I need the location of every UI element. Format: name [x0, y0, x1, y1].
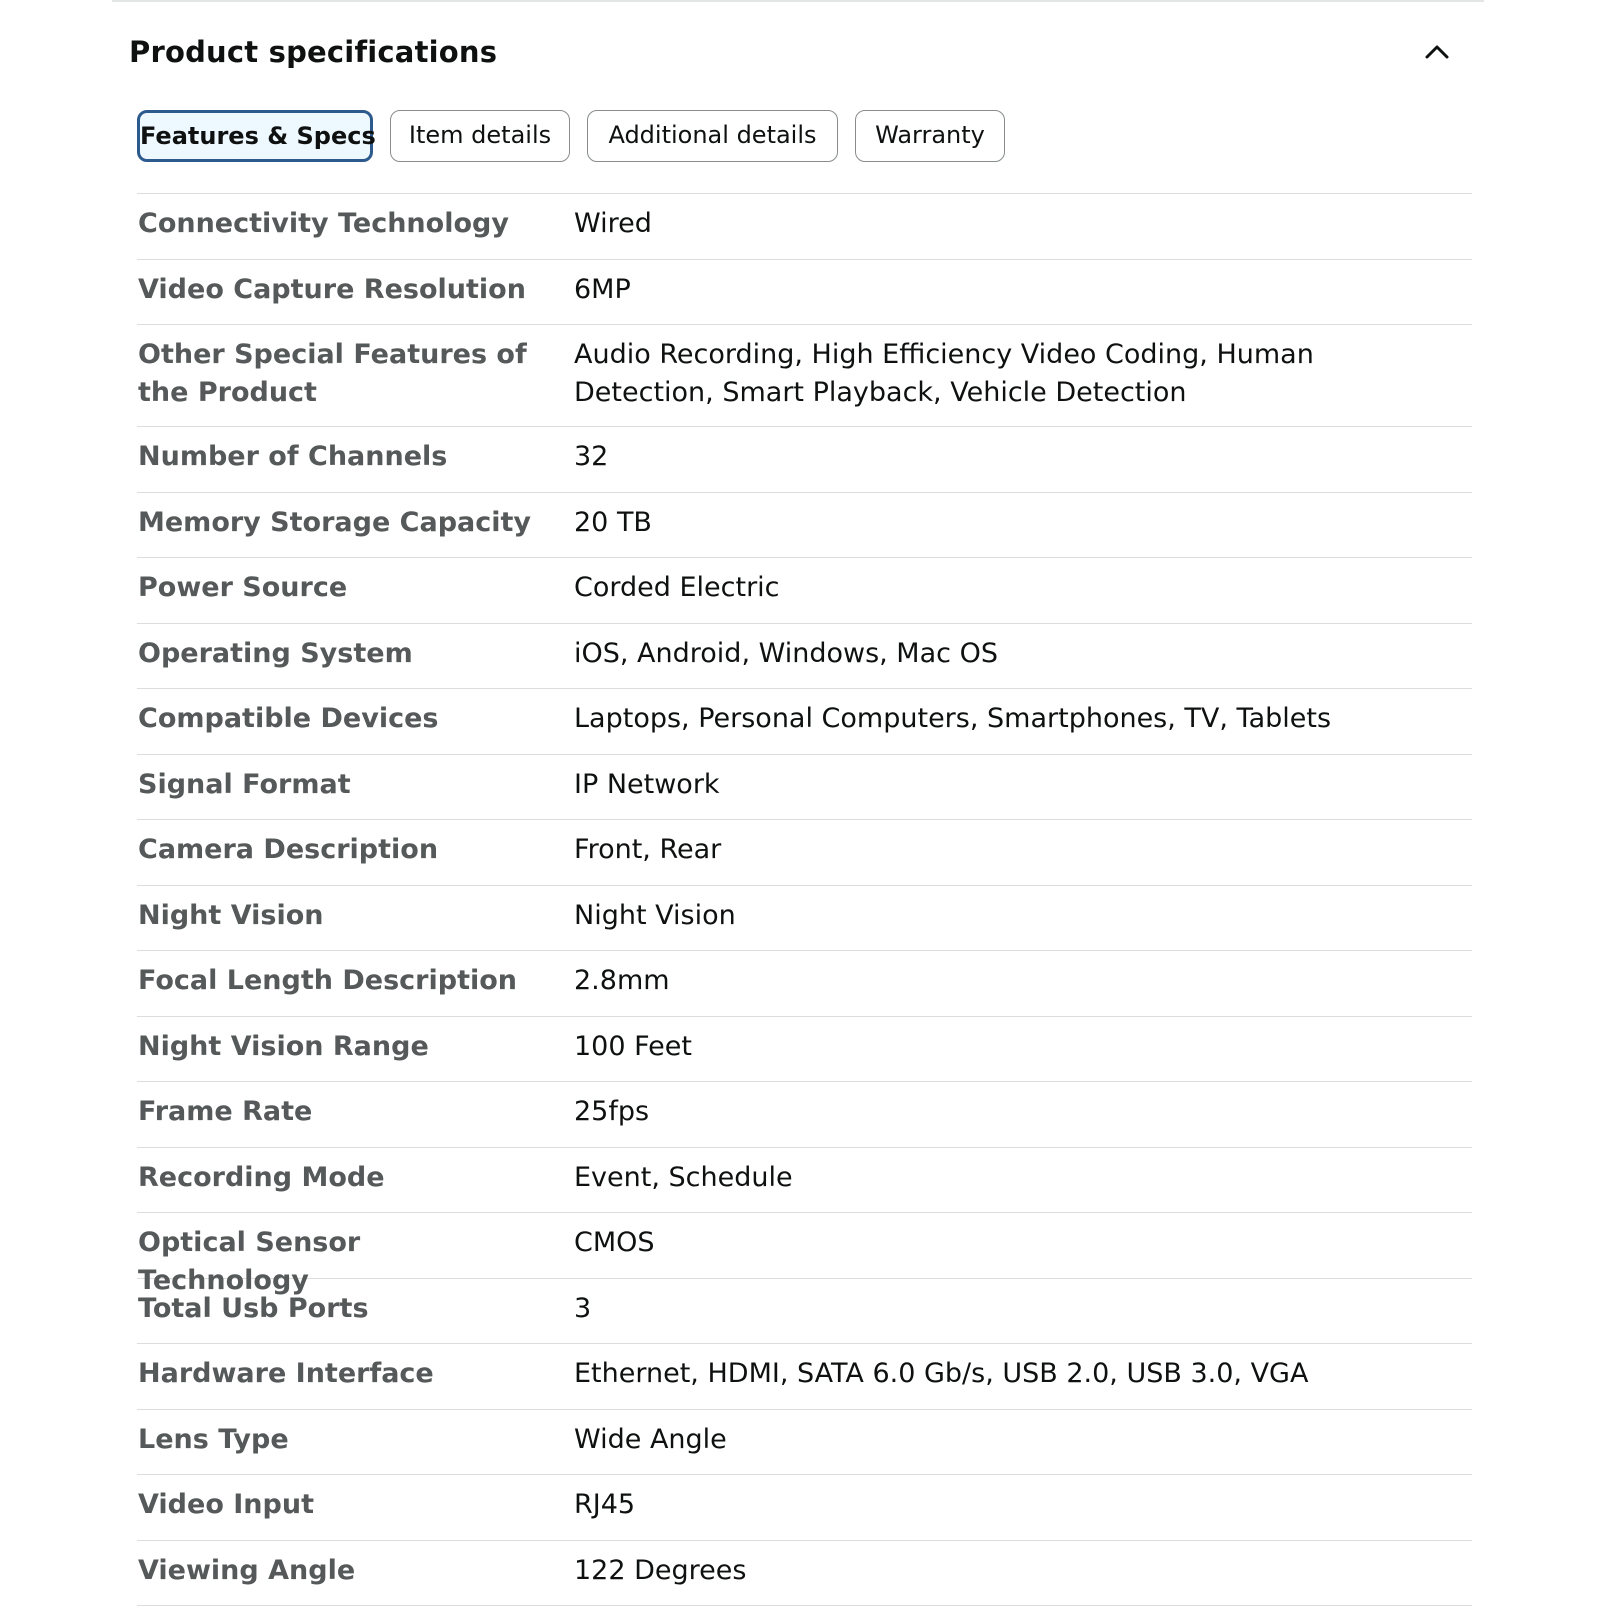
spec-row [137, 558, 1472, 624]
spec-value: Wide Angle [574, 1421, 1434, 1459]
spec-label: Night Vision [138, 897, 538, 935]
spec-value: IP Network [574, 766, 1434, 804]
spec-label: Optical Sensor Technology [138, 1224, 538, 1300]
chevron-up-icon [1415, 30, 1459, 74]
spec-value: 122 Degrees [574, 1552, 1434, 1590]
tab-item-details[interactable]: Item details [390, 110, 570, 162]
spec-row [137, 1541, 1472, 1606]
spec-label: Viewing Angle [138, 1552, 538, 1590]
spec-label: Number of Channels [138, 438, 538, 476]
spec-value: 100 Feet [574, 1028, 1434, 1066]
spec-value: Audio Recording, High Efficiency Video Coding, Human Detection, Smart Playback, Vehicle Detection [574, 336, 1434, 412]
spec-label: Connectivity Technology [138, 205, 538, 243]
collapse-button[interactable] [1415, 30, 1459, 74]
tab-features-specs[interactable]: Features & Specs [137, 110, 373, 162]
spec-label: Signal Format [138, 766, 538, 804]
spec-label: Camera Description [138, 831, 538, 869]
spec-row [137, 820, 1472, 886]
spec-value: 6MP [574, 271, 1434, 309]
spec-row [137, 1213, 1472, 1279]
spec-row [137, 493, 1472, 559]
spec-row [137, 1082, 1472, 1148]
spec-label: Operating System [138, 635, 538, 673]
spec-label: Compatible Devices [138, 700, 538, 738]
tab-additional-details[interactable]: Additional details [587, 110, 838, 162]
spec-value: 25fps [574, 1093, 1434, 1131]
spec-label: Other Special Features of the Product [138, 336, 538, 412]
spec-label: Video Capture Resolution [138, 271, 538, 309]
spec-value: Corded Electric [574, 569, 1434, 607]
spec-label: Power Source [138, 569, 538, 607]
spec-row [137, 951, 1472, 1017]
spec-row [137, 624, 1472, 690]
spec-value: Front, Rear [574, 831, 1434, 869]
spec-row [137, 1410, 1472, 1476]
spec-value: RJ45 [574, 1486, 1434, 1524]
spec-row [137, 1475, 1472, 1541]
spec-value: Night Vision [574, 897, 1434, 935]
section-top-divider [112, 0, 1484, 2]
spec-value: CMOS [574, 1224, 1434, 1262]
spec-value: Event, Schedule [574, 1159, 1434, 1197]
spec-row [137, 886, 1472, 952]
spec-value: Ethernet, HDMI, SATA 6.0 Gb/s, USB 2.0, USB 3.0, VGA [574, 1355, 1434, 1393]
spec-label: Lens Type [138, 1421, 538, 1459]
spec-label: Focal Length Description [138, 962, 538, 1000]
spec-value: 3 [574, 1290, 1434, 1328]
tab-warranty[interactable]: Warranty [855, 110, 1005, 162]
spec-label: Memory Storage Capacity [138, 504, 538, 542]
section-title: Product specifications [129, 30, 497, 74]
section-header[interactable] [129, 30, 1479, 74]
spec-value: 32 [574, 438, 1434, 476]
spec-value: Laptops, Personal Computers, Smartphones, TV, Tablets [574, 700, 1434, 738]
spec-value: 2.8mm [574, 962, 1434, 1000]
spec-label: Total Usb Ports [138, 1290, 538, 1328]
spec-row [137, 325, 1472, 427]
spec-table [137, 193, 1472, 1606]
spec-row [137, 260, 1472, 326]
spec-value: iOS, Android, Windows, Mac OS [574, 635, 1434, 673]
spec-row [137, 1017, 1472, 1083]
spec-label: Recording Mode [138, 1159, 538, 1197]
spec-label: Night Vision Range [138, 1028, 538, 1066]
spec-label: Hardware Interface [138, 1355, 538, 1393]
spec-label: Frame Rate [138, 1093, 538, 1131]
spec-row [137, 689, 1472, 755]
spec-row [137, 1148, 1472, 1214]
spec-label: Video Input [138, 1486, 538, 1524]
spec-row [137, 1279, 1472, 1345]
spec-row [137, 427, 1472, 493]
spec-value: 20 TB [574, 504, 1434, 542]
spec-value: Wired [574, 205, 1434, 243]
spec-row [137, 1344, 1472, 1410]
spec-row [137, 755, 1472, 821]
spec-row [137, 194, 1472, 260]
